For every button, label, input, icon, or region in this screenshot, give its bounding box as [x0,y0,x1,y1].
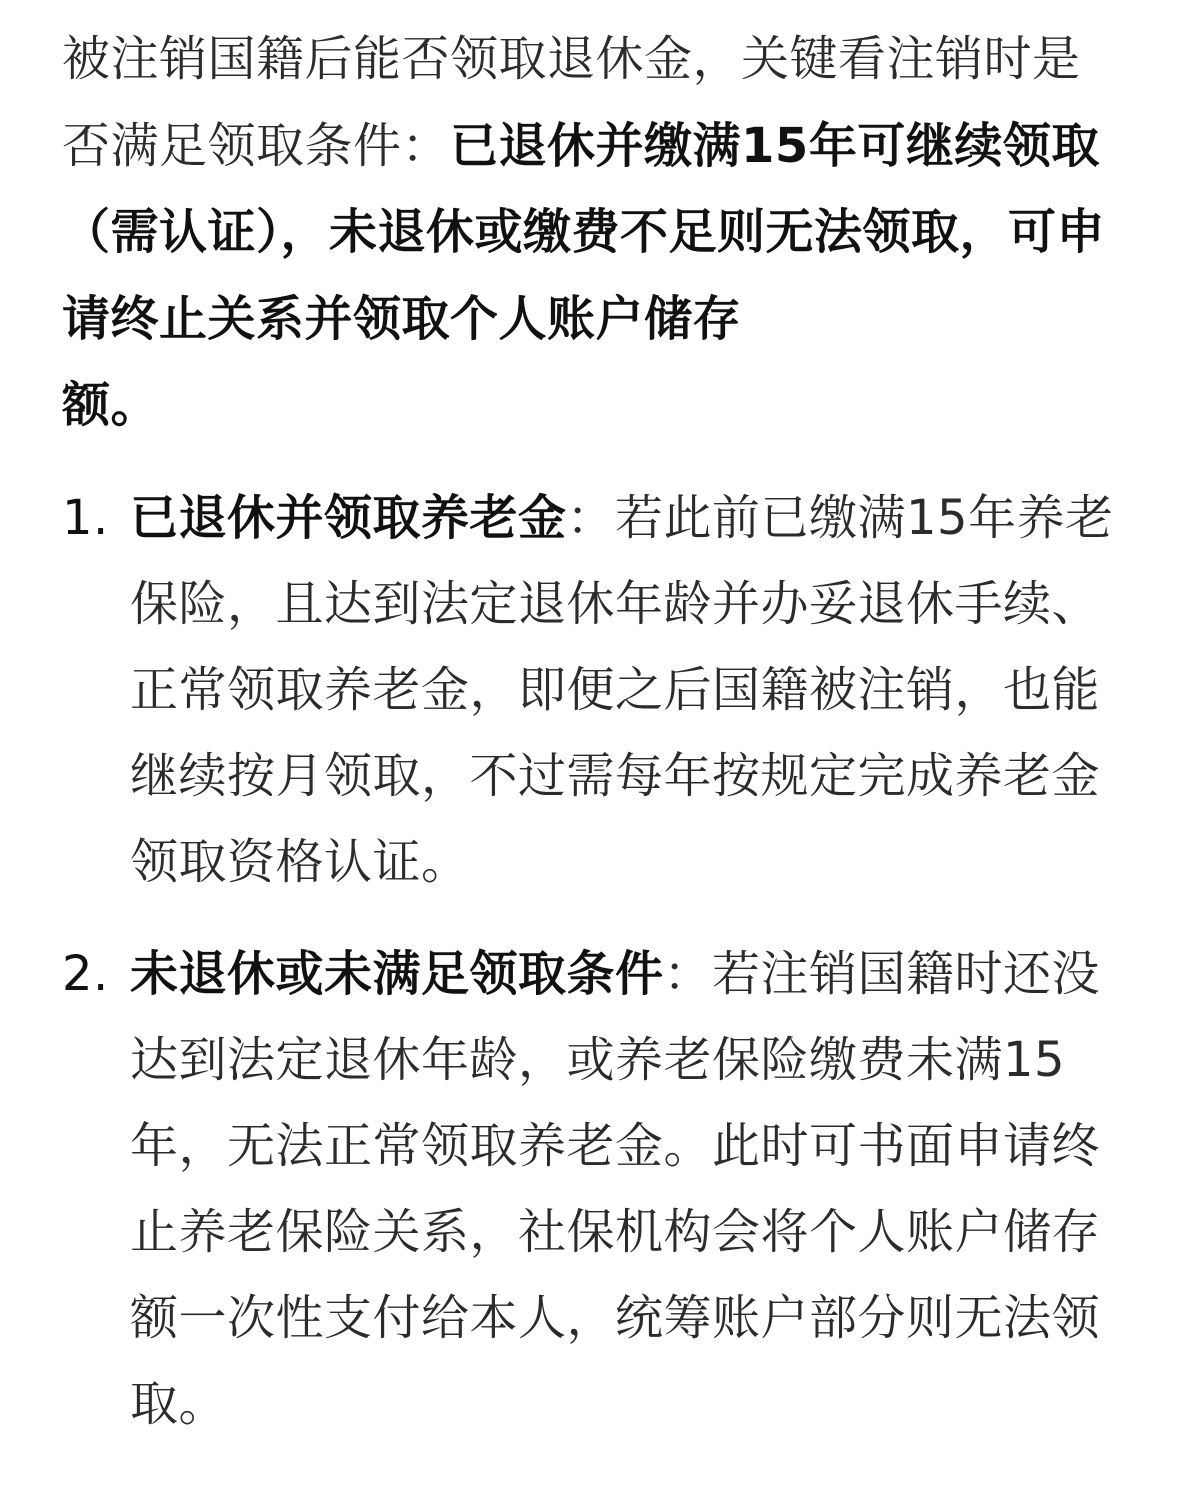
list-body: ：若注销国籍时还没达到法定退休年龄，或养老保险缴费未满15年，无法正常领取养老金。此时可书面申请终止养老保险关系，社保机构会将个人账户储存额一次性支付给本人，统筹账户部分则无法领取。 [130,945,1101,1432]
list-item [62,931,1122,1447]
intro-bold-summary: 已退休并缴满15年可继续领取（需认证），未退休或缴费不足则无法领取，可申请终止关系并领取个人账户储存 [62,117,1106,347]
list-item [62,475,1122,905]
list-heading: 未退休或未满足领取条件 [130,945,664,1002]
list-item-text [130,931,1122,1447]
list-heading: 已退休并领取养老金 [130,489,567,546]
intro-bold-tail: 额。 [62,377,160,433]
list-body: ：若此前已缴满15年养老保险，且达到法定退休年龄并办妥退休手续、正常领取养老金，即便之后国籍被注销，也能继续按月领取，不过需每年按规定完成养老金领取资格认证。 [130,489,1114,890]
condition-list [62,475,1122,1447]
intro-paragraph [62,16,1122,449]
list-number: 2. [62,945,109,1002]
list-number: 1. [62,489,109,546]
answer-content [62,16,1122,1447]
list-item-text [130,475,1122,905]
intro-text: 被注销国籍后能否领取退休金，关键看注销时是否满足领取条件： [62,31,1081,174]
